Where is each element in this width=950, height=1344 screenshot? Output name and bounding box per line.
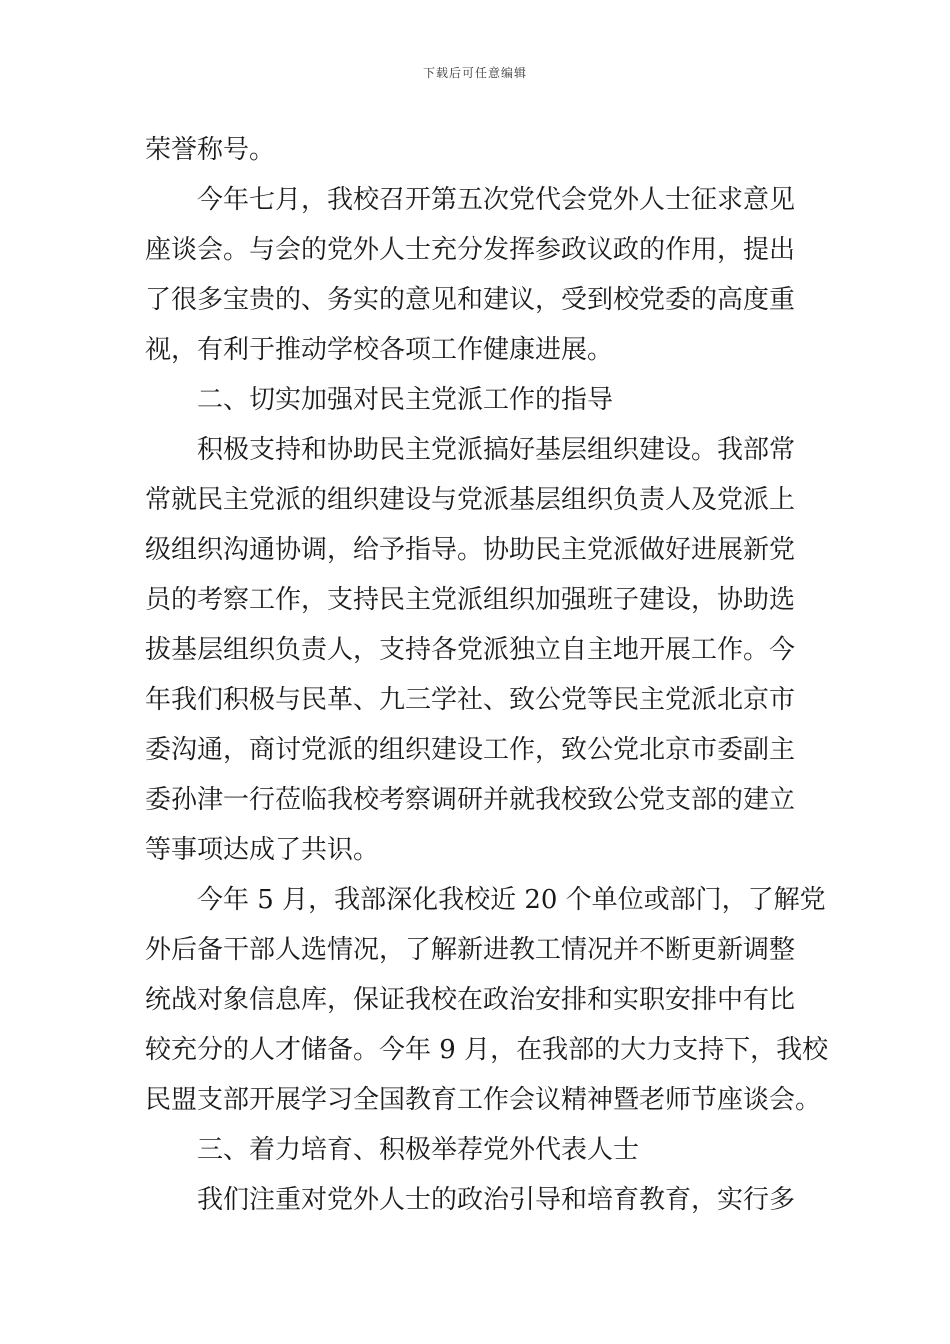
text-line: 年我们积极与民革、九三学社、致公党等民主党派北京市	[145, 685, 796, 715]
text-line: 外后备干部人选情况，了解新进教工情况并不断更新调整	[145, 935, 796, 965]
text-line: 常就民主党派的组织建设与党派基层组织负责人及党派上	[145, 485, 796, 515]
text-line: 今年七月，我校召开第五次党代会党外人士征求意见	[197, 185, 796, 215]
page-header: 下载后可任意编辑	[422, 66, 527, 80]
text-line: 拔基层组织负责人，支持各党派独立自主地开展工作。今	[145, 635, 796, 665]
text-line: 我们注重对党外人士的政治引导和培育教育，实行多	[197, 1185, 796, 1215]
text-line: 委沟通，商讨党派的组织建设工作，致公党北京市委副主	[145, 735, 796, 765]
document-body	[145, 125, 829, 1225]
text-line: 委孙津一行莅临我校考察调研并就我校致公党支部的建立	[145, 785, 796, 815]
text-line: 了很多宝贵的、务实的意见和建议，受到校党委的高度重	[145, 285, 796, 315]
text-line: 较充分的人才储备。今年 9 月，在我部的大力支持下，我校	[145, 1035, 829, 1065]
text-line: 级组织沟通协调，给予指导。协助民主党派做好进展新党	[145, 535, 796, 565]
text-line: 荣誉称号。	[145, 135, 276, 165]
text-line: 员的考察工作，支持民主党派组织加强班子建设，协助选	[145, 585, 796, 615]
text-line: 统战对象信息库，保证我校在政治安排和实职安排中有比	[145, 985, 796, 1015]
text-line: 积极支持和协助民主党派搞好基层组织建设。我部常	[197, 435, 796, 465]
text-line: 视，有利于推动学校各项工作健康进展。	[145, 335, 614, 365]
text-line: 座谈会。与会的党外人士充分发挥参政议政的作用，提出	[145, 235, 796, 265]
text-line: 等事项达成了共识。	[145, 835, 380, 865]
text-line: 今年 5 月，我部深化我校近 20 个单位或部门，了解党	[197, 885, 826, 915]
section-heading: 三、着力培育、积极举荐党外代表人士	[197, 1135, 640, 1165]
text-line: 民盟支部开展学习全国教育工作会议精神暨老师节座谈会。	[145, 1085, 822, 1115]
section-heading: 二、切实加强对民主党派工作的指导	[197, 385, 614, 415]
